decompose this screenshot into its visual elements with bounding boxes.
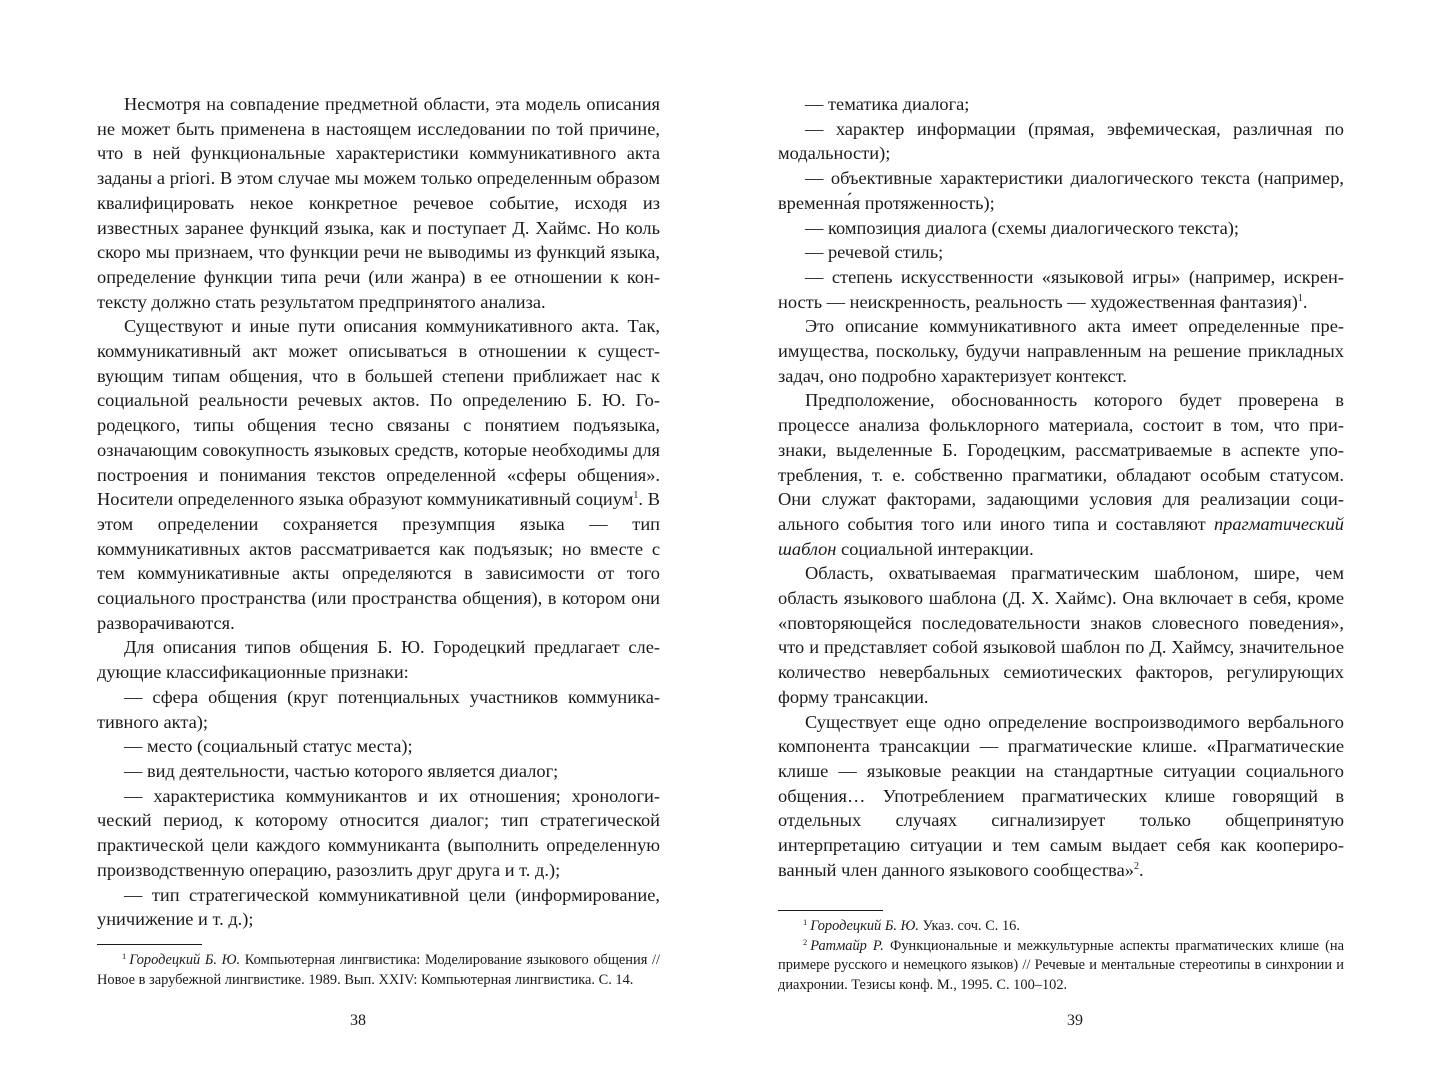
footnote-text: Функциональные и межкультурные аспекты прагматических клише (на примере русского и немецкого языков) // Речевые и ментальные стереотипы в синхронии и диахронии. Тезисы конф. М., 1995. С. 100–102. (778, 937, 1344, 993)
footnote-ref: 2 (1134, 860, 1139, 872)
paragraph: Для описания типов общения Б. Ю. Городецкий предлагает следующие классификационные признаки: (97, 637, 660, 683)
paragraph-text: . (1139, 859, 1144, 880)
footnote-author: Городецкий Б. Ю. (129, 952, 241, 968)
list-item: — речевой стиль; (805, 242, 944, 263)
paragraph: Несмотря на совпадение предметной области, эта модель описания не может быть применена в настоящем исследовании по той причине, что в ней функциональные характеристики коммуникативного акта заданы a priori. В этом случае мы можем только определенным образом квалифицировать некое конкретное речевое событие, исходя из известных заранее функций языка, как и поступает Д. Хаймс. Но коль скоро мы признаем, что функции речи не выводимы из функций языка, определение функции типа речи (или жанра) в ее отношении к контексту должно стать результатом предпринятого анализа. (97, 94, 660, 312)
left-page (0, 0, 716, 1080)
paragraph: Область, охватываемая прагматическим шаблоном, шире, чем область языкового шаблона (Д. Х. Хаймс). Она включает в себя, кроме «повторяющейся последовательности знаков словесного поведения», что и представляет собой языковой шаблон по Д. Хаймсу, значительное количество невербальных семиотических факторов, регулирующих форму трансакции. (778, 563, 1344, 707)
footnote-author: Ратмайр Р. (810, 937, 884, 954)
footnote-divider (97, 944, 202, 945)
footnote-text: Указ. соч. С. 16. (918, 918, 1020, 934)
paragraph: Это описание коммуникативного акта имеет определенные преимущества, поскольку, будучи направленным на решение прикладных задач, оно подробно характеризует контекст. (778, 316, 1344, 386)
list-item: — тип стратегической коммуникативной цели (информирование, уничижение и т. д.); (97, 884, 660, 930)
footnote-number: 1 (122, 951, 127, 961)
footnote-author: Городецкий Б. Ю. (810, 918, 919, 934)
footnote-number: 1 (803, 917, 808, 927)
footnotes (778, 917, 1344, 995)
paragraph (778, 388, 1344, 561)
emphasized-term: прагматический шаблон (778, 513, 1344, 559)
list-item: — сфера общения (круг потенциальных участников коммуникативного акта); (97, 686, 660, 732)
page-number: 39 (1067, 1012, 1083, 1029)
right-page (717, 0, 1433, 1080)
paragraph-text: Предположение, обоснованность которого будет проверена в процессе анализа фольклорного материала, состоит в том, что признаки, выделенные Б. Городецким, рассматриваемые в аспекте употребления, т. е. собственно прагматики, обладают особым статусом. Они служат факторами, задающими условия для реализации социального события того или иного типа и составляют (778, 390, 1344, 534)
list-item: — характер информации (прямая, эвфемическая, различная по модальности); (778, 118, 1344, 164)
paragraph-text: . В этом определении сохраняется презумпция языка — тип коммуникативных актов рассматривается как подъязык; но вместе с тем коммуникативные акты определяются в зависимости от того социального пространства (или пространства общения), в котором они разворачиваются. (97, 489, 660, 633)
paragraph-text: Существует еще одно определение воспроизводимого вербального компонента трансакции — прагматические клише. «Прагматические клише — языковые реакции на стандартные ситуации социального общения… Употреблением прагматических клише говорящий в отдельных случаях сигнализирует только общепринятую интерпретацию ситуации и тем самым выдает себя как кооперированный член данного языкового сообщества» (778, 711, 1344, 880)
list-item: — композиция диалога (схемы диалогического текста); (805, 217, 1239, 238)
footnote-divider (778, 910, 883, 911)
list-item-tail: . (1302, 291, 1308, 312)
list-item: — вид деятельности, частью которого является диалог; (124, 760, 559, 781)
list-item-text: — степень искусственности «языковой игры» (например, искренность — неискренность, реальность — художественная фантазия) (778, 266, 1344, 312)
left-page-body (97, 92, 660, 932)
paragraph (97, 314, 660, 635)
footnotes (97, 951, 660, 990)
footnote-text: Компьютерная лингвистика: Моделирование языкового общения // Новое в зарубежной лингвистике. 1989. Вып. XXIV: Компьютерная лингвистика. С. 14. (97, 952, 660, 988)
list-item: — тематика диалога; (805, 94, 970, 114)
list-item (778, 265, 1344, 314)
page-number: 38 (350, 1012, 366, 1029)
right-page-body (778, 92, 1344, 883)
footnote (97, 951, 660, 990)
footnote (778, 917, 1344, 937)
paragraph (778, 710, 1344, 883)
footnote-ref: 1 (1297, 292, 1303, 304)
footnote (778, 937, 1344, 996)
footnote-ref: 1 (633, 490, 639, 502)
list-item: — характеристика коммуникантов и их отношения; хронологический период, к которому относится диалог; тип стратегической практической цели каждого коммуниканта (выполнить определенную производственную операцию, разозлить друг друга и т. д.); (97, 785, 660, 880)
footnote-number: 2 (803, 936, 808, 947)
list-item: — место (социальный статус места); (124, 736, 413, 757)
paragraph-text: социальной интеракции. (836, 538, 1034, 559)
paragraph-text: Существуют и иные пути описания коммуникативного акта. Так, коммуникативный акт может описываться в отношении к существующим типам общения, что в большей степени приближает нас к социальной реальности речевых актов. По определению Б. Ю. Городецкого, типы общения тесно связаны с понятием подъязыка, означающим совокупность языковых средств, которые необходимы для построения и понимания текстов определенной «сферы общения». Носители определенного языка образуют коммуникативный социум (97, 316, 660, 510)
list-item: — объективные характеристики диалогического текста (например, временна́я протяженность); (778, 168, 1344, 213)
